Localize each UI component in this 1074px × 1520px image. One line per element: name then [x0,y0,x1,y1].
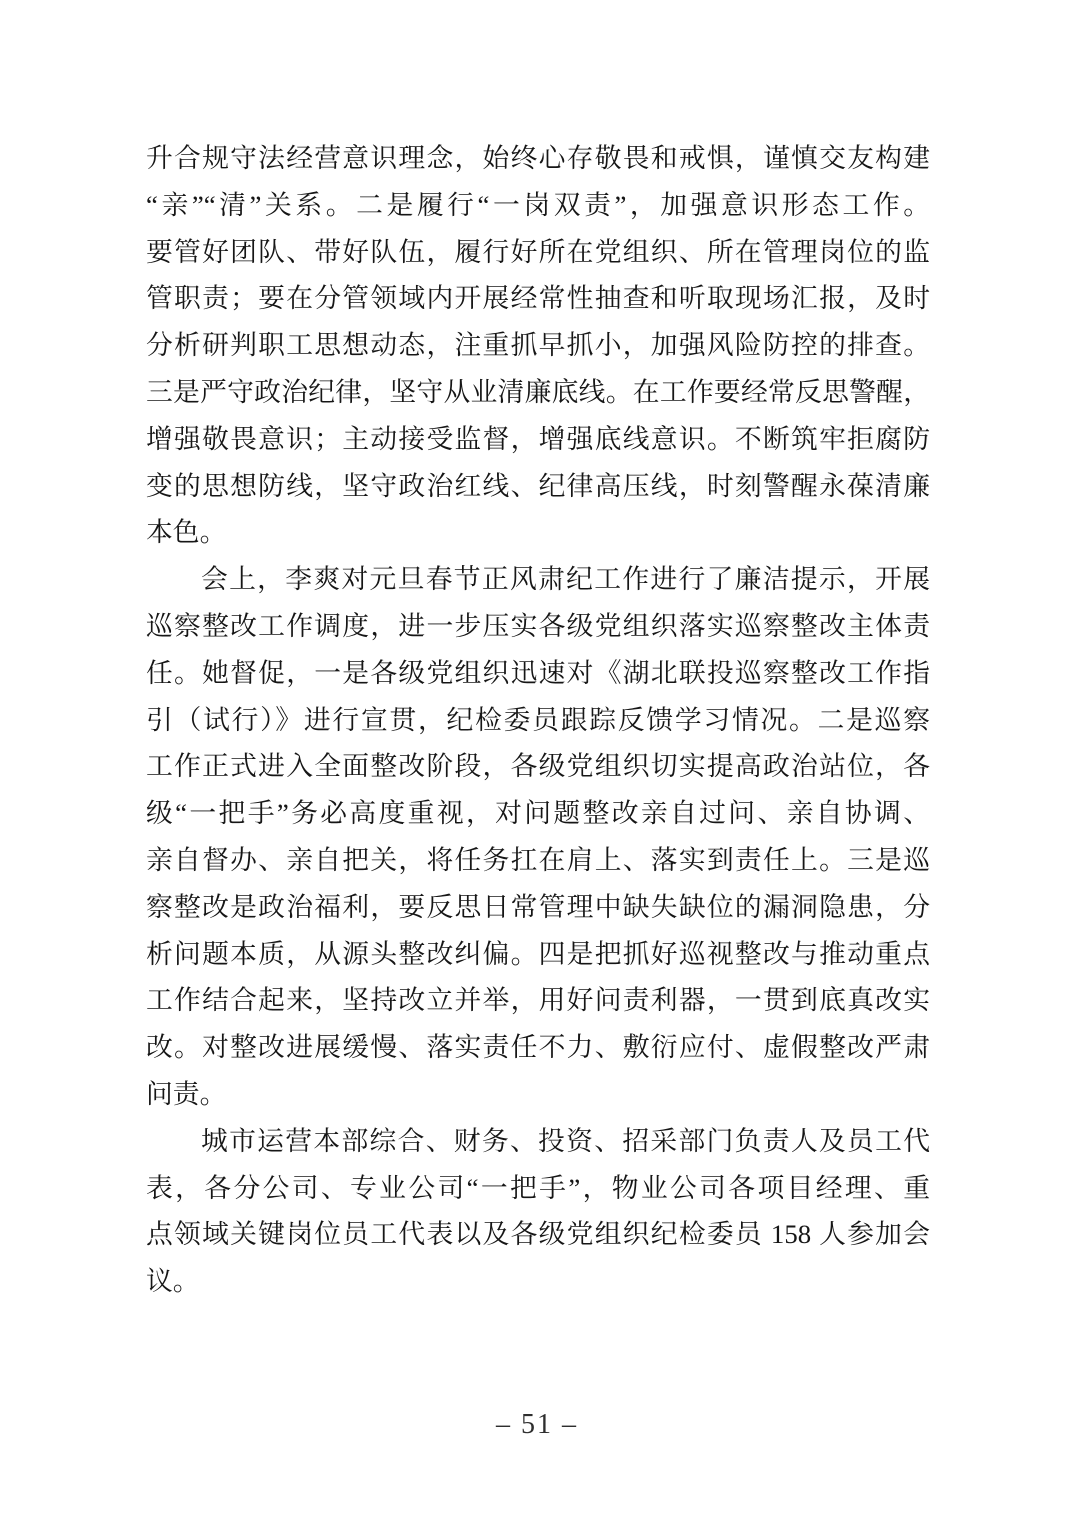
text-line: 三是严守政治纪律，坚守从业清廉底线。在工作要经常反思警醒， [146,376,930,407]
text-line: 要管好团队、带好队伍，履行好所在党组织、所在管理岗位的监 [146,236,930,267]
text-line: 会上，李爽对元旦春节正风肃纪工作进行了廉洁提示，开展 [201,564,930,595]
text-line: 城市运营本部综合、财务、投资、招采部门负责人及员工代 [201,1125,930,1156]
paragraph [146,556,930,1118]
text-line: 点领域关键岗位员工代表以及各级党组织纪检委员 158 人参加会 [146,1219,930,1250]
page-number: – 51 – [496,1409,578,1440]
text-line: 析问题本质，从源头整改纠偏。四是把抓好巡视整改与推动重点 [146,938,930,969]
text-line: 升合规守法经营意识理念，始终心存敬畏和戒惧，谨慎交友构建 [146,143,930,173]
text-line: 议。 [146,1266,200,1297]
text-line: 引（试行）》进行宣贯，纪检委员跟踪反馈学习情况。二是巡察 [146,704,930,735]
text-line: 巡察整改工作调度，进一步压实各级党组织落实巡察整改主体责 [146,610,930,641]
text-line: 亲自督办、亲自把关，将任务扛在肩上、落实到责任上。三是巡 [146,844,930,875]
text-line: 分析研判职工思想动态，注重抓早抓小，加强风险防控的排查。 [146,330,930,361]
text-line: 改。对整改进展缓慢、落实责任不力、敷衍应付、虚假整改严肃 [146,1032,930,1063]
text-line: 问责。 [146,1078,227,1109]
text-line: 管职责；要在分管领域内开展经常性抽查和听取现场汇报，及时 [146,283,930,314]
paragraph [146,1118,930,1305]
text-line: 变的思想防线，坚守政治红线、纪律高压线，时刻警醒永葆清廉 [146,470,930,501]
text-line: 工作正式进入全面整改阶段，各级党组织切实提高政治站位，各 [146,751,930,782]
document-body [146,135,930,1305]
text-line: 表，各分公司、专业公司“一把手”，物业公司各项目经理、重 [146,1172,930,1203]
text-line: 察整改是政治福利，要反思日常管理中缺失缺位的漏洞隐患，分 [146,891,930,922]
text-line: 任。她督促，一是各级党组织迅速对《湖北联投巡察整改工作指 [146,657,930,688]
text-line: 工作结合起来，坚持改立并举，用好问责利器，一贯到底真改实 [146,985,930,1016]
text-line: 增强敬畏意识；主动接受监督，增强底线意识。不断筑牢拒腐防 [146,423,930,454]
text-line: 本色。 [146,517,227,548]
paragraph [146,135,930,556]
text-line: 级“一把手”务必高度重视，对问题整改亲自过问、亲自协调、 [146,798,930,829]
text-line: “亲”“清”关系。二是履行“一岗双责”，加强意识形态工作。 [146,189,930,220]
